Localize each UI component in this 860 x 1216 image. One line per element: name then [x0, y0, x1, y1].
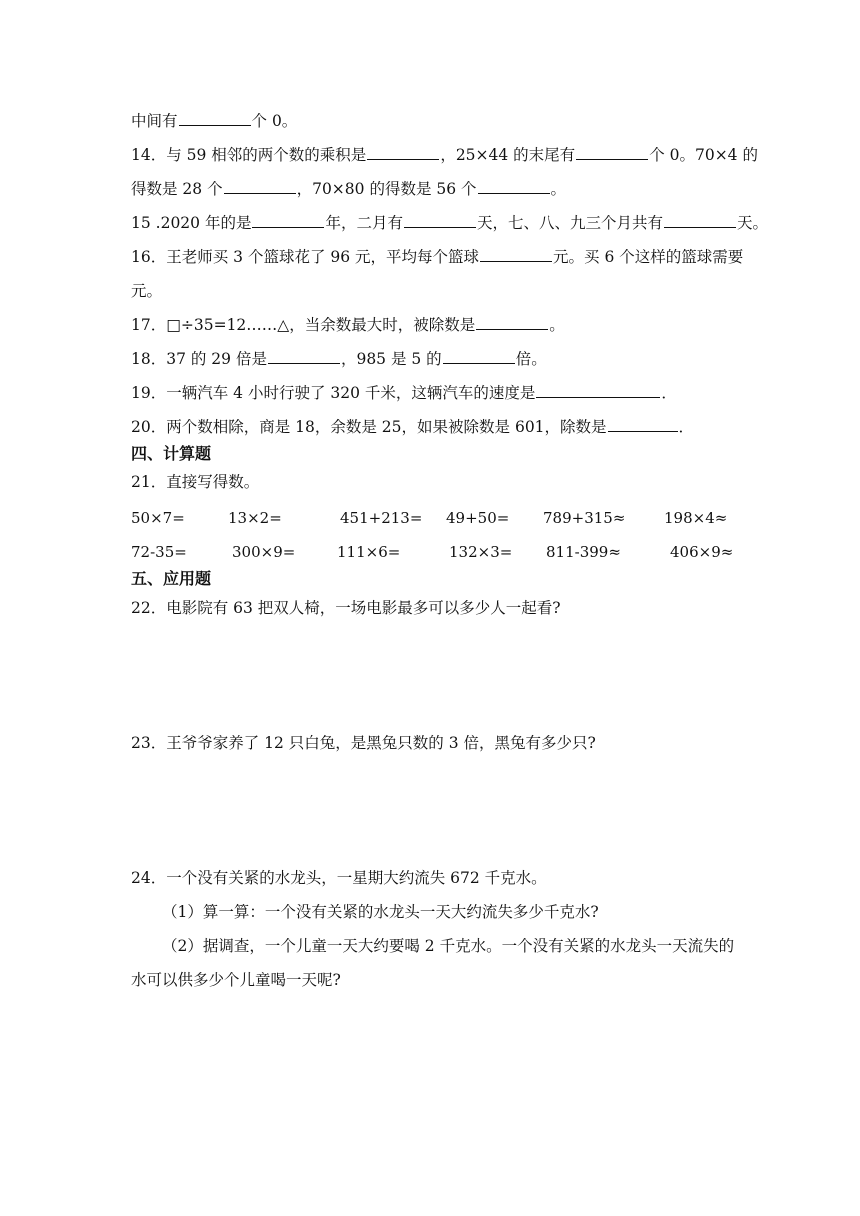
calc-item: 111×6=	[337, 543, 401, 561]
question-14-line-1: 14．与 59 相邻的两个数的乘积是 ，25×44 的末尾有 个 0。70×4 的	[131, 146, 758, 164]
question-16-line-1: 16．王老师买 3 个篮球花了 96 元，平均每个篮球 元。买 6 个这样的篮球需要	[131, 248, 744, 266]
calc-item: 811-399≈	[546, 543, 621, 561]
answer-blank[interactable]	[608, 417, 678, 432]
question-14-line-2: 得数是 28 个 ，70×80 的得数是 56 个 。	[131, 180, 567, 198]
question-24-part-1: （1）算一算：一个没有关紧的水龙头一天大约流失多少千克水?	[162, 903, 599, 921]
answer-blank[interactable]	[478, 179, 550, 194]
question-15: 15 .2020 年的是 年，二月有 天，七、八、九三个月共有 天。	[131, 214, 768, 232]
answer-blank[interactable]	[252, 213, 324, 228]
calc-item: 72-35=	[131, 543, 187, 561]
question-16-line-2: 元。	[131, 282, 163, 300]
answer-blank[interactable]	[480, 247, 552, 262]
question-24-part-2-line-2: 水可以供多少个儿童喝一天呢?	[131, 971, 341, 989]
question-24-part-2-line-1: （2）据调查，一个儿童一天大约要喝 2 千克水。一个没有关紧的水龙头一天流失的	[162, 937, 735, 955]
answer-blank[interactable]	[179, 111, 251, 126]
answer-blank[interactable]	[367, 145, 439, 160]
answer-blank[interactable]	[576, 145, 648, 160]
calc-item: 49+50=	[446, 509, 510, 527]
section-heading-application: 五、应用题	[131, 569, 212, 588]
calc-item: 132×3=	[449, 543, 513, 561]
answer-blank[interactable]	[224, 179, 296, 194]
question-17: 17．□÷35=12……△，当余数最大时，被除数是 。	[131, 316, 565, 334]
question-22: 22．电影院有 63 把双人椅，一场电影最多可以多少人一起看?	[131, 599, 561, 617]
calc-item: 198×4≈	[664, 509, 728, 527]
calc-item: 13×2=	[228, 509, 282, 527]
question-20: 20．两个数相除，商是 18，余数是 25，如果被除数是 601，除数是 ．	[131, 418, 695, 436]
question-23: 23．王爷爷家养了 12 只白兔，是黑兔只数的 3 倍，黑兔有多少只?	[131, 734, 596, 752]
answer-blank[interactable]	[443, 349, 515, 364]
calc-item: 789+315≈	[543, 509, 626, 527]
calc-item: 451+213=	[340, 509, 423, 527]
answer-blank[interactable]	[268, 349, 340, 364]
question-18: 18．37 的 29 倍是 ，985 是 5 的 倍。	[131, 350, 547, 368]
question-21-title: 21．直接写得数。	[131, 473, 260, 491]
answer-blank[interactable]	[664, 213, 736, 228]
answer-blank[interactable]	[476, 315, 548, 330]
calc-item: 50×7=	[131, 509, 185, 527]
question-19: 19．一辆汽车 4 小时行驶了 320 千米，这辆汽车的速度是 ．	[131, 384, 677, 402]
section-heading-calculation: 四、计算题	[131, 444, 212, 463]
calc-item: 406×9≈	[670, 543, 734, 561]
question-13-continuation: 中间有 个 0。	[131, 112, 298, 130]
calc-item: 300×9=	[232, 543, 296, 561]
answer-blank[interactable]	[404, 213, 476, 228]
answer-blank[interactable]	[536, 383, 660, 398]
question-24-title: 24．一个没有关紧的水龙头，一星期大约流失 672 千克水。	[131, 869, 547, 887]
